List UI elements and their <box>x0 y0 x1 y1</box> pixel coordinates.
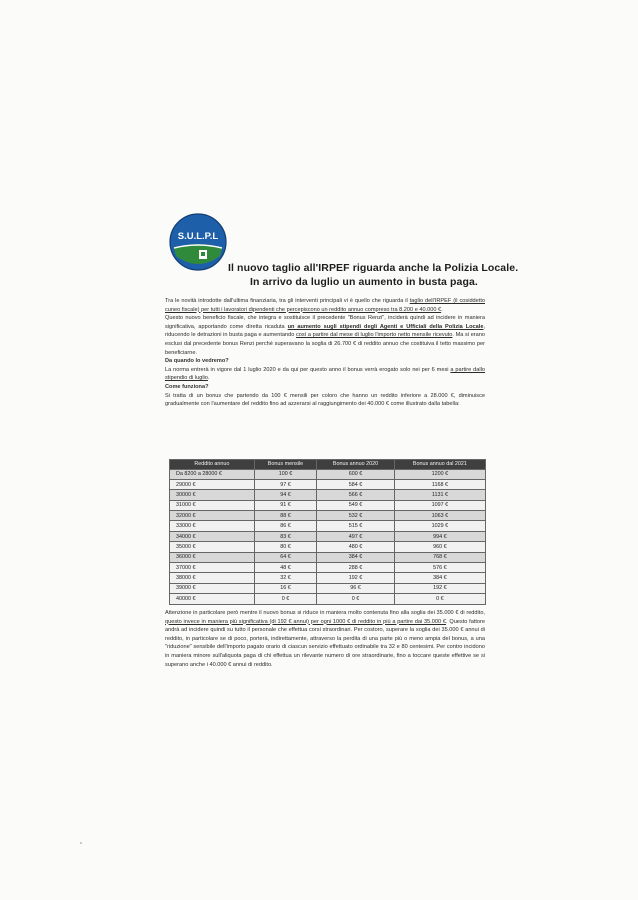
title-line-1: Il nuovo taglio all'IRPEF riguarda anche la Polizia Locale. <box>228 262 519 274</box>
table-cell: 31000 € <box>170 500 255 510</box>
table-row <box>170 511 486 521</box>
table-cell: 960 € <box>394 542 485 552</box>
table-cell: 1097 € <box>394 500 485 510</box>
table-cell: 384 € <box>317 552 395 562</box>
table-cell: 29000 € <box>170 479 255 489</box>
table-cell: 192 € <box>394 583 485 593</box>
intro-p1-text: Tra le novità introdotte dall'ultima finanziaria, tra gli interventi principali vi è quello che riguarda il <box>165 298 410 304</box>
table-cell: 32 € <box>254 573 316 583</box>
table-cell: 35000 € <box>170 542 255 552</box>
table-cell: 1029 € <box>394 521 485 531</box>
table-cell: 34000 € <box>170 531 255 541</box>
intro-p1-end: . <box>441 306 443 313</box>
table-cell: 480 € <box>317 542 395 552</box>
section1-end: . <box>207 375 210 382</box>
outro-section <box>165 609 485 669</box>
table-cell: 1131 € <box>394 490 485 500</box>
section2-question: Come funziona? <box>165 383 209 390</box>
table-cell: 576 € <box>394 563 485 573</box>
table-row <box>170 542 486 552</box>
table-cell: 549 € <box>317 500 395 510</box>
scan-speck <box>80 842 82 844</box>
table-cell: 1063 € <box>394 511 485 521</box>
table-row <box>170 583 486 593</box>
table-cell: 0 € <box>394 594 485 604</box>
table-cell: 91 € <box>254 500 316 510</box>
outro-paragraph <box>165 609 485 669</box>
table-cell: 30000 € <box>170 490 255 500</box>
table-cell: 0 € <box>317 594 395 604</box>
table-cell: 33000 € <box>170 521 255 531</box>
intro-p2-text-2: , riducendo le detrazioni in busta paga e aumentando <box>165 323 486 339</box>
page-title <box>228 261 548 289</box>
intro-p2-highlight: un aumento sugli stipendi degli Agenti e Ufficiali della Polizia Locale <box>287 323 484 330</box>
table-row <box>170 594 486 604</box>
table-cell: 192 € <box>317 573 395 583</box>
table-cell: 1168 € <box>394 479 485 489</box>
table-row <box>170 500 486 510</box>
table-cell: 515 € <box>317 521 395 531</box>
table-cell: 100 € <box>254 469 316 479</box>
table-row <box>170 563 486 573</box>
table-cell: 16 € <box>254 583 316 593</box>
table-cell: 94 € <box>254 490 316 500</box>
section1-text-a: La norma entrerà in vigore dal 1 luglio 2020 e da qui per questo anno il bonus verrà erogato solo nei per 6 mesi <box>165 366 451 373</box>
table-cell: 768 € <box>394 552 485 562</box>
table-cell: 80 € <box>254 542 316 552</box>
intro-paragraph-1 <box>165 297 485 314</box>
table-cell: 36000 € <box>170 552 255 562</box>
table-cell: 40000 € <box>170 594 255 604</box>
table-cell: 1200 € <box>394 469 485 479</box>
col-header-bonus-2021: Bonus annuo dal 2021 <box>394 460 485 470</box>
table-cell: 32000 € <box>170 511 255 521</box>
section1-text <box>165 366 485 383</box>
intro-paragraph-2 <box>165 314 485 357</box>
intro-section <box>165 297 485 409</box>
table-row <box>170 521 486 531</box>
table-cell: 566 € <box>317 490 395 500</box>
table-row <box>170 531 486 541</box>
table-cell: 86 € <box>254 521 316 531</box>
table-cell: 384 € <box>394 573 485 583</box>
col-header-bonus-mensile: Bonus mensile <box>254 460 316 470</box>
outro-text-b: . Questo fattore andrà ad incidere quindi su tutto il personale che effettua corsi straordinari. Per costoro, superare la soglia dei 35.000 € annui di reddito, in particolare se di poco, porterà, indirettamente, attraverso la perdita di una parte più o meno ampia del bonus, a una "riduzione" sensibile dell'importo pagato orario di ciascun servizio effettuato ordinabile tra 32 e 80 centesimi. Per contro incidono in maniera minore sull'aliquota paga di chi effettua un rilevante numero di ore straordinarie, fino a toccare queste effettive se si superano anche i 40.000 € annui di reddito. <box>165 618 486 668</box>
table-row <box>170 469 486 479</box>
table-cell: 600 € <box>317 469 395 479</box>
sulpl-logo <box>168 212 228 272</box>
title-line-2: In arrivo da luglio un aumento in busta paga. <box>250 276 478 288</box>
table-cell: 0 € <box>254 594 316 604</box>
table-cell: 96 € <box>317 583 395 593</box>
logo-text: S.U.L.P.L <box>177 231 219 242</box>
section1-question: Da quando lo vedremo? <box>165 358 229 365</box>
table-cell: Da 8200 a 28000 € <box>170 469 255 479</box>
table-cell: 497 € <box>317 531 395 541</box>
table-row <box>170 573 486 583</box>
intro-p2-text: Questo nuovo beneficio fiscale, che integra e sostituisce il precedente "Bonus Renzi", inciderà quindi ad incidere in maniera significativa, apportando come diretta ricaduta <box>165 315 485 330</box>
outro-underlined: questo invece in maniera più significativa (di 192 € annui) per ogni 1000 € di reddito in più a partire dai 35.000 € <box>165 618 447 625</box>
table-cell: 97 € <box>254 479 316 489</box>
table-cell: 88 € <box>254 511 316 521</box>
table-body <box>170 469 486 604</box>
intro-p2-end: . Ma si erano esclusi dal precedente bonus Renzi perché superavano la soglia di 26.700 € di reddito annuo che costituiva il tetto massimo per beneficiarne. <box>165 332 486 356</box>
table-cell: 39000 € <box>170 583 255 593</box>
table-cell: 584 € <box>317 479 395 489</box>
col-header-bonus-2020: Bonus annuo 2020 <box>317 460 395 470</box>
table-cell: 48 € <box>254 563 316 573</box>
outro-text-a: Attenzione in particolare però mentre il nuovo bonus si riduce in maniera molto contenuta fino alla soglia dei 35.000 € di reddito, <box>165 610 485 616</box>
table-header-row <box>170 460 486 470</box>
col-header-reddito: Reddito annuo <box>170 460 255 470</box>
table-cell: 64 € <box>254 552 316 562</box>
table-row <box>170 552 486 562</box>
bonus-table <box>169 459 486 605</box>
table-cell: 38000 € <box>170 573 255 583</box>
table-row <box>170 479 486 489</box>
table-cell: 288 € <box>317 563 395 573</box>
table-cell: 994 € <box>394 531 485 541</box>
intro-p1-underlined: taglio dell'IRPEF (il cosiddetto cuneo fiscale) per tutti i lavoratori dipendenti che percepiscono un reddito annuo compreso tra 8.200 e 40.000 € <box>165 298 485 313</box>
table-cell: 37000 € <box>170 563 255 573</box>
table-cell: 83 € <box>254 531 316 541</box>
section2-text: Si tratta di un bonus che partendo da 100 € mensili per coloro che hanno un reddito inferiore a 28.000 €, diminuisce gradualmente con l'aumentare del reddito fino ad azzerarsi al raggiungimento dei 40.000 € come illustrato dalla tabella: <box>165 392 485 408</box>
table-row <box>170 490 486 500</box>
section1-underlined: a partire dallo stipendio di luglio <box>165 366 485 382</box>
table-cell: 532 € <box>317 511 395 521</box>
intro-p2-underlined: così a partire dal mese di luglio l'importo netto mensile ricevuto <box>295 332 453 339</box>
